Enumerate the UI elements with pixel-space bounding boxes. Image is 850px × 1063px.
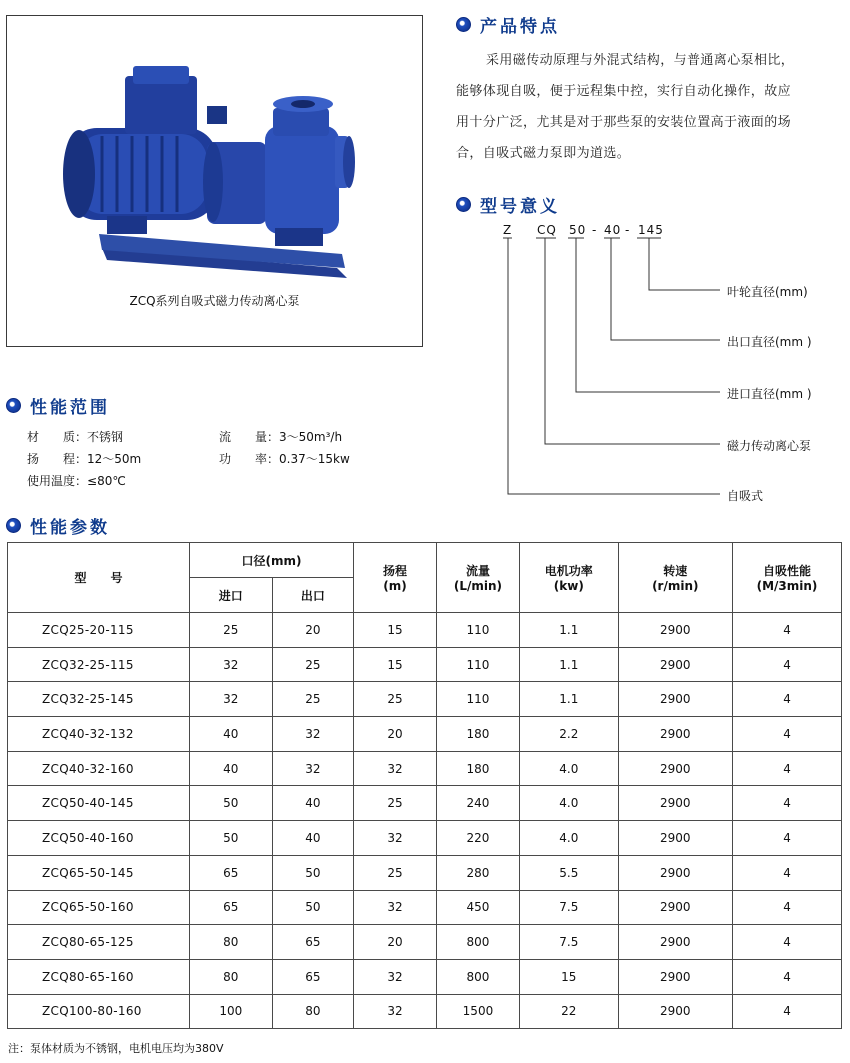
cell-outlet: 32 <box>272 751 354 786</box>
cell-model: ZCQ100-80-160 <box>8 994 190 1029</box>
table-row <box>8 682 842 717</box>
cell-selfprime: 4 <box>733 925 842 960</box>
cell-inlet: 80 <box>189 959 272 994</box>
cell-inlet: 50 <box>189 821 272 856</box>
label-impeller-diameter: 叶轮直径(mm) <box>727 285 808 299</box>
cell-model: ZCQ65-50-160 <box>8 890 190 925</box>
cell-outlet: 65 <box>272 959 354 994</box>
header-speed-label: 转速 <box>663 564 688 578</box>
header-speed-unit: (r/min) <box>652 579 699 593</box>
cell-speed: 2900 <box>618 890 732 925</box>
cell-head: 32 <box>354 821 437 856</box>
cell-outlet: 40 <box>272 821 354 856</box>
table-row <box>8 994 842 1029</box>
header-speed <box>618 543 732 613</box>
header-inlet: 进口 <box>189 578 272 613</box>
header-head-unit: (m) <box>383 579 407 593</box>
cell-inlet: 32 <box>189 682 272 717</box>
features-line: 用十分广泛，尤其是对于那些泵的安装位置高于液面的场 <box>456 115 792 130</box>
cell-model: ZCQ40-32-160 <box>8 751 190 786</box>
cell-flow: 220 <box>436 821 519 856</box>
features-line: 采用磁传动原理与外混式结构，与普通离心泵相比， <box>486 53 795 68</box>
cell-speed: 2900 <box>618 717 732 752</box>
product-caption: ZCQ系列自吸式磁力传动离心泵 <box>129 294 300 308</box>
cell-power: 7.5 <box>520 925 618 960</box>
features-line: 能够体现自吸，便于远程集中控，实行自动化操作，故应 <box>456 84 792 99</box>
cell-head: 20 <box>354 925 437 960</box>
cell-outlet: 25 <box>272 647 354 682</box>
cell-selfprime: 4 <box>733 786 842 821</box>
spec-power <box>219 450 350 467</box>
cell-head: 32 <box>354 959 437 994</box>
cell-power: 1.1 <box>520 682 618 717</box>
cell-speed: 2900 <box>618 855 732 890</box>
cell-speed: 2900 <box>618 786 732 821</box>
features-line: 合，自吸式磁力泵即为道选。 <box>456 146 631 161</box>
spec-value: 3～50m³/h <box>279 430 343 444</box>
spec-label: 流 量： <box>219 430 280 444</box>
spec-label: 功 率： <box>219 452 280 466</box>
performance-table-body <box>8 613 842 1029</box>
header-flow <box>436 543 519 613</box>
cell-power: 5.5 <box>520 855 618 890</box>
cell-inlet: 40 <box>189 717 272 752</box>
cell-model: ZCQ25-20-115 <box>8 613 190 648</box>
cell-outlet: 32 <box>272 717 354 752</box>
table-row <box>8 751 842 786</box>
cell-selfprime: 4 <box>733 613 842 648</box>
performance-params-title-text: 性能参数 <box>30 518 110 538</box>
bullet-icon <box>6 398 21 413</box>
cell-inlet: 50 <box>189 786 272 821</box>
spec-value: 12～50m <box>87 452 142 466</box>
cell-flow: 800 <box>436 959 519 994</box>
cell-outlet: 40 <box>272 786 354 821</box>
header-flow-label: 流量 <box>465 564 490 578</box>
header-selfprime-unit: (M/3min) <box>756 579 818 593</box>
table-row <box>8 890 842 925</box>
label-inlet-diameter: 进口直径(mm ) <box>727 387 812 401</box>
table-row <box>8 821 842 856</box>
cell-speed: 2900 <box>618 751 732 786</box>
cell-speed: 2900 <box>618 682 732 717</box>
cell-model: ZCQ80-65-160 <box>8 959 190 994</box>
spec-temperature <box>27 472 126 489</box>
cell-head: 32 <box>354 890 437 925</box>
cell-power: 2.2 <box>520 717 618 752</box>
model-code-z: Z <box>503 223 513 237</box>
cell-flow: 110 <box>436 682 519 717</box>
header-power-unit: (kw) <box>553 579 584 593</box>
cell-model: ZCQ65-50-145 <box>8 855 190 890</box>
cell-head: 32 <box>354 751 437 786</box>
cell-outlet: 65 <box>272 925 354 960</box>
model-meaning-connectors <box>0 0 850 520</box>
performance-table <box>7 542 842 1029</box>
model-meaning-title-text: 型号意义 <box>480 197 560 217</box>
cell-outlet: 80 <box>272 994 354 1029</box>
cell-flow: 180 <box>436 751 519 786</box>
table-row <box>8 717 842 752</box>
cell-inlet: 25 <box>189 613 272 648</box>
table-row <box>8 647 842 682</box>
cell-inlet: 40 <box>189 751 272 786</box>
performance-range-title-text: 性能范围 <box>30 398 110 418</box>
spec-label: 使用温度： <box>27 474 88 488</box>
cell-flow: 800 <box>436 925 519 960</box>
table-row <box>8 855 842 890</box>
cell-head: 32 <box>354 994 437 1029</box>
cell-outlet: 25 <box>272 682 354 717</box>
spec-head <box>27 450 141 467</box>
cell-power: 4.0 <box>520 821 618 856</box>
label-self-priming: 自吸式 <box>727 489 764 503</box>
spec-value: 不锈钢 <box>87 430 124 444</box>
cell-speed: 2900 <box>618 647 732 682</box>
header-diameter: 口径(mm) <box>189 543 353 578</box>
header-selfprime <box>733 543 842 613</box>
cell-flow: 110 <box>436 613 519 648</box>
model-code-impeller: 145 <box>638 223 664 237</box>
header-selfprime-label: 自吸性能 <box>763 564 812 578</box>
cell-power: 4.0 <box>520 786 618 821</box>
cell-model: ZCQ40-32-132 <box>8 717 190 752</box>
table-row <box>8 613 842 648</box>
model-code-dash: - <box>625 223 631 237</box>
cell-inlet: 80 <box>189 925 272 960</box>
cell-flow: 110 <box>436 647 519 682</box>
cell-flow: 1500 <box>436 994 519 1029</box>
bullet-icon <box>6 518 21 533</box>
cell-selfprime: 4 <box>733 682 842 717</box>
cell-outlet: 50 <box>272 890 354 925</box>
spec-label: 材 质： <box>27 430 88 444</box>
performance-params-title <box>6 513 110 538</box>
header-head <box>354 543 437 613</box>
cell-flow: 240 <box>436 786 519 821</box>
cell-flow: 450 <box>436 890 519 925</box>
cell-selfprime: 4 <box>733 959 842 994</box>
header-head-label: 扬程 <box>382 564 407 578</box>
cell-speed: 2900 <box>618 994 732 1029</box>
table-row <box>8 925 842 960</box>
cell-flow: 180 <box>436 717 519 752</box>
spec-value: ≤80℃ <box>87 474 126 488</box>
cell-speed: 2900 <box>618 821 732 856</box>
cell-selfprime: 4 <box>733 717 842 752</box>
header-power <box>520 543 618 613</box>
spec-material <box>27 428 123 445</box>
cell-power: 22 <box>520 994 618 1029</box>
cell-outlet: 50 <box>272 855 354 890</box>
cell-selfprime: 4 <box>733 821 842 856</box>
cell-model: ZCQ32-25-145 <box>8 682 190 717</box>
spec-value: 0.37～15kw <box>279 452 350 466</box>
cell-selfprime: 4 <box>733 751 842 786</box>
cell-head: 25 <box>354 682 437 717</box>
cell-head: 25 <box>354 855 437 890</box>
header-flow-unit: (L/min) <box>453 579 503 593</box>
cell-selfprime: 4 <box>733 994 842 1029</box>
label-magnetic-pump: 磁力传动离心泵 <box>727 439 812 453</box>
performance-range-title <box>6 393 110 418</box>
header-model: 型 号 <box>8 543 190 613</box>
cell-head: 15 <box>354 647 437 682</box>
model-code-cq: CQ <box>537 223 557 237</box>
model-code-dash: - <box>592 223 598 237</box>
cell-inlet: 65 <box>189 890 272 925</box>
cell-inlet: 65 <box>189 855 272 890</box>
cell-head: 15 <box>354 613 437 648</box>
cell-power: 7.5 <box>520 890 618 925</box>
table-row <box>8 786 842 821</box>
features-title-text: 产品特点 <box>480 17 560 37</box>
cell-speed: 2900 <box>618 613 732 648</box>
header-outlet: 出口 <box>272 578 354 613</box>
cell-outlet: 20 <box>272 613 354 648</box>
cell-inlet: 100 <box>189 994 272 1029</box>
header-power-label: 电机功率 <box>544 564 593 578</box>
cell-model: ZCQ80-65-125 <box>8 925 190 960</box>
cell-model: ZCQ50-40-145 <box>8 786 190 821</box>
cell-inlet: 32 <box>189 647 272 682</box>
spec-flow <box>219 428 342 445</box>
cell-model: ZCQ32-25-115 <box>8 647 190 682</box>
label-outlet-diameter: 出口直径(mm ) <box>727 335 812 349</box>
footnote: 注：泵体材质为不锈钢，电机电压均为380V <box>8 1042 224 1055</box>
cell-power: 1.1 <box>520 613 618 648</box>
cell-flow: 280 <box>436 855 519 890</box>
cell-selfprime: 4 <box>733 647 842 682</box>
cell-model: ZCQ50-40-160 <box>8 821 190 856</box>
cell-power: 15 <box>520 959 618 994</box>
cell-head: 25 <box>354 786 437 821</box>
cell-power: 1.1 <box>520 647 618 682</box>
cell-power: 4.0 <box>520 751 618 786</box>
cell-speed: 2900 <box>618 959 732 994</box>
spec-label: 扬 程： <box>27 452 88 466</box>
cell-speed: 2900 <box>618 925 732 960</box>
model-code-inlet: 50 <box>569 223 587 237</box>
cell-selfprime: 4 <box>733 890 842 925</box>
cell-head: 20 <box>354 717 437 752</box>
cell-selfprime: 4 <box>733 855 842 890</box>
model-code-outlet: 40 <box>604 223 622 237</box>
table-row <box>8 959 842 994</box>
